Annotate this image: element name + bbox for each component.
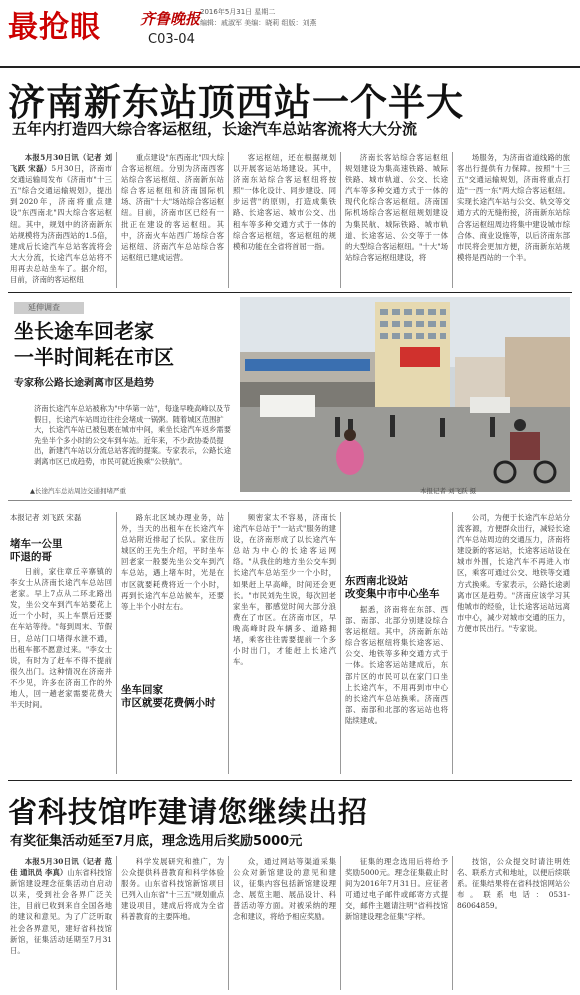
- feature-column-2: 路东北区域办理业务，站外，当天的出租车在长途汽车总站附近排起了长队。家住历城区的王先生介绍，平时坐车回老家一般要先坐公交车到汽车总站，遇上堵车时，光是在市区就要耗费将近一个小时，再到长途汽车总站候车，还要等上半个小时左右。: [121, 513, 224, 611]
- lead-byline: 本报5月30日讯（记者 刘飞跃 宋磊）: [10, 153, 112, 174]
- bottom-byline: 本报5月30日讯（记者 范佳 通讯员 李真）: [10, 857, 112, 878]
- lead-column-2: 重点建设"东西南北"四大综合客运枢纽。分别为济南西客站综合客运枢纽、济南新东站综合客运枢纽和济南国际机场、济南"十大"场站综合客运枢纽。目前，济南市区已经有一批正在建设的客运枢纽。其中，济南火车站西广场综合客运枢纽、济南汽车总站综合客运枢纽已建成运营。: [121, 153, 224, 262]
- feature-subhead-c: 东西南北设站 改变集中市中心坐车: [345, 575, 440, 600]
- lead-column-1: 本报5月30日讯（记者 刘飞跃 宋磊）5月30日，济南市交通运输局发布《济南市"十三五"综合交通运输规划》，提出到2020年，济南将重点建设"东西南北"四大综合客运枢纽。其中，规划中的济南新东站规模将为济南西站的1.5倍，建成后长途汽车总站客流将会大大分流，长途汽车总站将不用再去总站坐车了。据介绍，目前，济南的客运枢纽: [10, 153, 112, 285]
- column-divider: [340, 152, 341, 288]
- paper-logo: 齐鲁晚报: [140, 10, 201, 28]
- feature-tag: 延伸调查: [14, 302, 84, 314]
- column-divider: [340, 856, 341, 990]
- bottom-column-4: 征集的理念选用后将给予奖励5000元。理念征集截止时间为2016年7月31日。应征者可通过电子邮件或邮寄方式提交，邮件主题请注明"省科技馆新馆建设理念征集"字样。: [345, 857, 448, 922]
- feature-byline: 本报记者 刘飞跃 宋磊: [10, 513, 82, 522]
- column-divider: [340, 512, 341, 774]
- lead-column-3: 客运枢纽，还在根据规划以开展客运站场建设。其中，济南东站综合客运枢纽将按照"一体化设计、同步建设、同步运营"的原则，打造成集铁路、长途客运、城市公交、出租车等多种交通方式于一体的综合客运枢纽，客运枢纽的规模和功能在全省将首屈一指。: [233, 153, 336, 251]
- bottom-column-2: 科学发展研究和推广，为公众提供科普教育和科学体验服务。山东省科技馆新馆项目已列入山东省"十三五"规划重点建设项目，建成后将成为全省科普教育的主要阵地。: [121, 857, 224, 922]
- feature-headline: 坐长途车回老家 一半时间耗在市区: [14, 319, 174, 369]
- lead-headline: 济南新东站顶西站一个半大: [8, 81, 464, 124]
- page-number: C03-04: [148, 32, 195, 47]
- column-divider: [228, 856, 229, 990]
- bottom-column-1: 本报5月30日讯（记者 范佳 通讯员 李真）山东省科技馆新馆建设理念征集活动自启动以来，受到社会各界广泛关注，目前已收到来自全国各地的建议和意见。为了广泛听取社会各界意见，建好省科技馆新馆，征集活动延期至7月31日。: [10, 857, 112, 955]
- section-divider: [8, 500, 572, 501]
- column-divider: [116, 152, 117, 288]
- bottom-column-5: 技馆，公众提交时请注明姓名、联系方式和地址，以便后续联系。征集结果将在省科技馆网站公布。联系电话：0531-86064859。: [457, 857, 570, 911]
- column-divider: [452, 152, 453, 288]
- feature-column-5: 公司，为便于长途汽车总站分流客源，方便群众出行，减轻长途汽车总站周边的交通压力，济南将建设新的客运站，长途客运站设在城市外围，长途汽车不再进入市区，乘客可通过公交、地铁等交通方式换乘。专家表示，公路长途剥离市区是趋势。"济南应该学习其他城市的经验，让长途客运站远离市中心，减少对城市交通的压力，方便市民出行。"专家说。: [457, 513, 570, 633]
- column-divider: [452, 512, 453, 774]
- column-divider: [116, 512, 117, 774]
- bottom-column-3: 众，通过网站等渠道采集公众对新馆建设的意见和建议，征集内容包括新馆建设理念、展览主题、展品设计、科普活动等方面。对被采纳的理念和建议，将给予相应奖励。: [233, 857, 336, 922]
- lead-column-4: 济南长客站综合客运枢纽规划建设为集高速铁路、城际铁路、城市轨道、公交、长途汽车等多种交通方式于一体的现代化综合客运枢纽。济南国际机场综合客运枢纽规划建设为集民航、城际铁路、城市轨道、长途客运、公交等于一体的大型综合客运枢纽。"十大"场站综合客运枢纽建设，将: [345, 153, 448, 262]
- feature-subhead: 专家称公路长途剥离市区是趋势: [14, 378, 154, 389]
- feature-column-1: 日前，家住章丘辛寨镇的李女士从济南长途汽车总站回老家。早上7点从二环北路出发，坐公交车到汽车站要花上近一个小时，买上车票后还要在车站等待。"每到周末、节假日，总站门口堵得水泄不通，出租车都不愿意过来。"李女士说，有时为了赶车不得不提前很久出门。这种情况在济南并不少见，许多在济南工作的外地人，回一趟老家需要花费大半天时间。: [10, 567, 112, 710]
- section-divider: [8, 780, 572, 781]
- feature-subhead-b: 坐车回家 市区就要花费俩小时: [121, 684, 216, 709]
- column-divider: [452, 856, 453, 990]
- photo-credit: 本报记者 刘飞跃 摄: [420, 487, 477, 495]
- lead-subhead: 五年内打造四大综合客运枢纽，长途汽车总站客流将大大分流: [12, 120, 418, 138]
- date-line: 2016年5月31日 星期二: [200, 8, 276, 16]
- street-photo: [240, 297, 570, 492]
- street-scene-illustration: [240, 297, 570, 492]
- feature-subhead-a: 堵车一公里 吓退的哥: [10, 538, 63, 563]
- column-divider: [228, 512, 229, 774]
- section-divider: [8, 292, 572, 293]
- feature-column-4: 据悉，济南将在东部、西部、南部、北部分别建设综合客运枢纽。其中，济南新东站综合客运枢纽将集长途客运、公交、地铁等多种交通方式于一体。长途客运站建成后，东部片区的市民可以在家门口坐上长途汽车，不用再到市中心的长途汽车总站换乘。济南西部、南部和北部的客运站也将陆续建成。: [345, 605, 448, 725]
- bottom-subhead: 有奖征集活动延至7月底，理念选用后奖励5000元: [10, 834, 303, 849]
- lead-column-5: 场服务，为济南省道线路的旅客出行提供有力保障。按照"十三五"交通运输规划，济南将重点打造"一西一东"两大综合客运枢纽。实现长途汽车站与公交、轨交等交通方式的无缝衔接，济南新东站综合客运枢纽周边将集中建设城市综合体、商业设施等，以后济南东部市民将会更加方便，济南新东站规模将是西站的一个半。: [457, 153, 570, 262]
- column-divider: [228, 152, 229, 288]
- feature-column-3: 频密家太不容易，济南长途汽车总站于"一站式"服务的建设，在济南形成了以长途汽车总站为中心的长途客运网络。"从我住的地方坐公交车到长途汽车总站至少一个小时，如果赶上早高峰，时间还会更长。"市民刘先生说，每次回老家坐车，都感觉时间大部分浪费在了市区。在济南市区，早晚高峰时段车辆多、道路拥堵，乘客往往需要提前一个多小时出门，才能赶上长途汽车。: [233, 513, 336, 667]
- feature-summary: 济南长途汽车总站被称为"中华第一站"，每逢早晚高峰以及节假日，长途汽车站周边往往会堵成一锅粥。随着城区范围扩大，长途汽车站已被包裹在城市中间，乘坐长途汽车返乡需要先坐半个多小时的公交车到车站。近年来，不少政协委员提出，新建汽车站以分流总站客流的提案。专家表示，公路长途剥离市区已成趋势，市民可就近换乘"公铁航"。: [34, 404, 232, 466]
- staff-line: 编辑：戚淑军 美编：晓莉 组版：刘燕: [200, 19, 317, 27]
- column-divider: [116, 856, 117, 990]
- bottom-headline: 省科技馆咋建请您继续出招: [8, 795, 369, 829]
- section-title: 最抢眼: [8, 10, 101, 45]
- photo-caption: ▲长途汽车总站周边交通拥堵严重: [30, 487, 126, 495]
